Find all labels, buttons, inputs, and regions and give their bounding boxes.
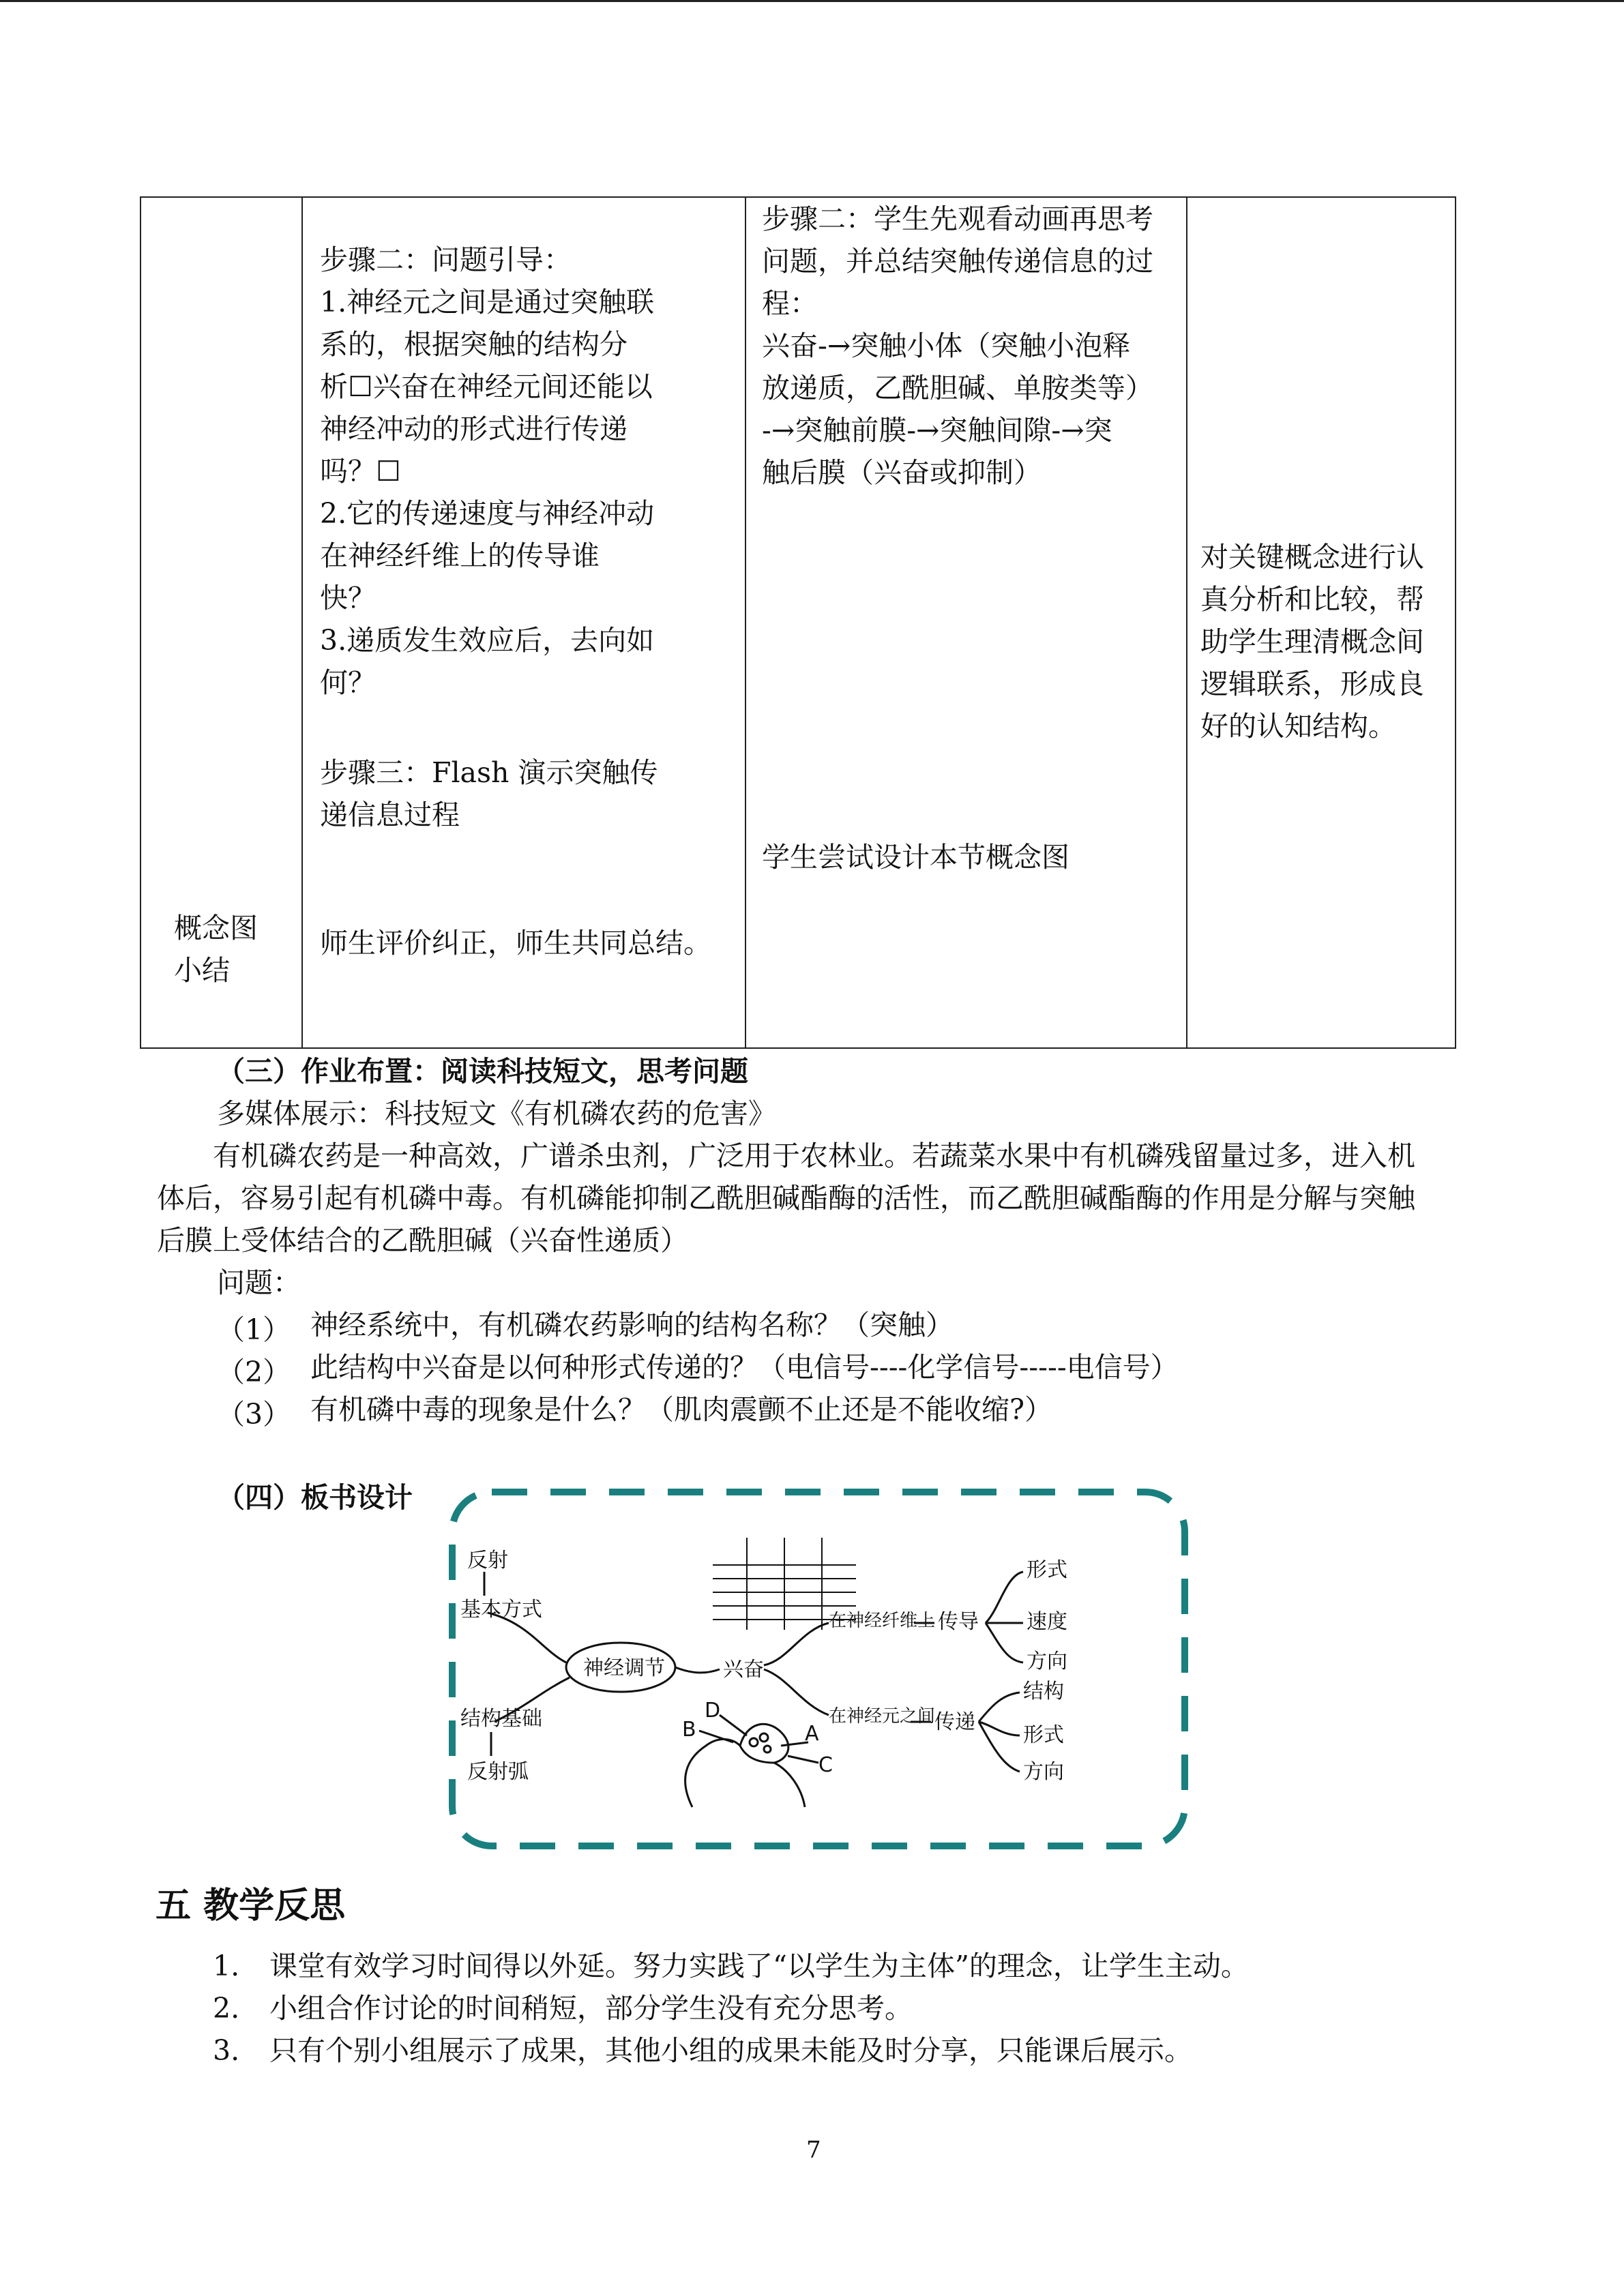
mindmap-structure-basis: 结构基础 <box>460 1707 542 1731</box>
question-3-text: 有机磷中毒的现象是什么？（肌肉震颤不止还是不能收缩?） <box>310 1393 1052 1426</box>
question-1-text: 神经系统中，有机磷农药影响的结构名称？（突触） <box>310 1309 954 1341</box>
question-3-number: （3） <box>217 1398 291 1431</box>
homework-title: （三）作业布置：阅读科技短文，思考问题 <box>217 1055 748 1088</box>
questions-label: 问题： <box>217 1266 301 1299</box>
col4-design-intent: 对关键概念进行认 真分析和比较，帮 助学生理清概念间 逻辑联系，形成良 好的认知结构。 <box>1200 541 1424 743</box>
homework-media: 多媒体展示：科技短文《有机磷农药的危害》 <box>217 1097 776 1130</box>
reflection-heading: 五 教学反思 <box>156 1885 346 1926</box>
synapse-vesicle-3 <box>764 1746 771 1753</box>
homework-para-line1: 有机磷农药是一种高效，广谱杀虫剂，广泛用于农林业。若蔬菜水果中有机磷残留量过多，进入机 <box>213 1139 1415 1172</box>
board-title: （四）板书设计 <box>217 1481 413 1514</box>
mindmap-label-c: C <box>818 1753 833 1777</box>
mindmap-direction2: 方向 <box>1023 1760 1064 1784</box>
mindmap-line-fiber <box>764 1623 829 1665</box>
mindmap-form: 形式 <box>1027 1558 1067 1582</box>
synapse-sketch <box>685 1724 805 1807</box>
mindmap-label-d: D <box>705 1699 721 1723</box>
mindmap-reflex: 反射 <box>467 1549 508 1572</box>
synapse-pointer-c <box>788 1756 818 1763</box>
page-top-border <box>0 0 1624 2</box>
mindmap-reflex-arc: 反射弧 <box>467 1760 529 1784</box>
reflection-item-2-number: 2. <box>213 1992 240 2025</box>
synapse-pointer-d <box>720 1715 747 1735</box>
reflection-item-3-number: 3. <box>213 2034 240 2067</box>
mindmap-line-form <box>986 1572 1023 1623</box>
reflection-item-2-text: 小组合作讨论的时间稍短，部分学生没有充分思考。 <box>269 1992 913 2025</box>
mindmap-excitation: 兴奋 <box>723 1658 764 1682</box>
col3-attempt: 学生尝试设计本节概念图 <box>762 841 1069 874</box>
mindmap-line-direction <box>986 1623 1023 1663</box>
mindmap-line-neurons <box>764 1669 829 1715</box>
mindmap-structure: 结构 <box>1023 1680 1064 1703</box>
mindmap-basic-way: 基本方式 <box>460 1598 542 1622</box>
question-2-text: 此结构中兴奋是以何种形式传递的？（电信号----化学信号-----电信号） <box>310 1351 1179 1384</box>
reflection-item-3-text: 只有个别小组展示了成果，其他小组的成果未能及时分享，只能课后展示。 <box>269 2034 1192 2067</box>
synapse-vesicle-2 <box>760 1733 768 1742</box>
mindmap-conduction: 传导 <box>938 1610 979 1634</box>
table-divider-1 <box>301 198 303 1047</box>
mindmap-line-direction2 <box>979 1722 1020 1772</box>
col1-label-line1: 概念图 <box>174 912 258 944</box>
board-mindmap <box>447 1487 1190 1851</box>
col2-step3: 步骤三：Flash 演示突触传 递信息过程 <box>320 756 658 831</box>
mindmap-label-a: A <box>805 1722 819 1746</box>
homework-para-line2: 体后，容易引起有机磷中毒。有机磷能抑制乙酰胆碱酯酶的活性，而乙酰胆碱酯酶的作用是分解与突触 <box>157 1182 1415 1214</box>
mindmap-speed: 速度 <box>1027 1610 1067 1634</box>
mindmap-form2: 形式 <box>1023 1723 1064 1747</box>
lesson-table <box>140 196 1456 1049</box>
table-divider-3 <box>1186 198 1187 1047</box>
mindmap-line-structure2 <box>979 1693 1020 1722</box>
mindmap-transmission: 传递 <box>934 1710 975 1734</box>
mindmap-center: 神经调节 <box>583 1656 665 1680</box>
mindmap-line-excitation <box>675 1667 720 1673</box>
synapse-pointer-a <box>781 1742 808 1746</box>
mindmap-label-b: B <box>682 1718 696 1742</box>
homework-para-line3: 后膜上受体结合的乙酰胆碱（兴奋性递质） <box>157 1224 688 1257</box>
question-2-number: （2） <box>217 1356 291 1388</box>
col2-guide-questions: 步骤二：问题引导： 1.神经元之间是通过突触联 系的，根据突触的结构分 析☐兴奋在神经元间还能以 神经冲动的形式进行传递 吗？☐ 2.它的传递速度与神经冲动 在神经纤维上的传导谁 快？ 3.递质发生效应后，去向如 何？ <box>320 243 655 699</box>
mindmap-on-fiber: 在神经纤维上 <box>829 1611 936 1631</box>
question-1-number: （1） <box>217 1313 291 1346</box>
mindmap-between-neurons: 在神经元之间 <box>829 1706 936 1727</box>
reflection-item-1-text: 课堂有效学习时间得以外延。努力实践了“以学生为主体”的理念，让学生主动。 <box>269 1950 1249 1982</box>
mindmap-direction: 方向 <box>1027 1650 1067 1673</box>
col2-summary: 师生评价纠正，师生共同总结。 <box>320 927 711 959</box>
col1-label-line2: 小结 <box>174 954 230 987</box>
page-number: 7 <box>806 2136 821 2164</box>
synapse-vesicle-1 <box>750 1738 758 1746</box>
reflection-item-1-number: 1. <box>213 1950 240 1982</box>
table-divider-2 <box>745 198 746 1047</box>
col3-student-activity: 步骤二：学生先观看动画再思考 问题，并总结突触传递信息的过 程： 兴奋-→突触小体（突触小泡释 放递质，乙酰胆碱、单胺类等） -→突触前膜-→突触间隙-→突 触后膜（兴奋或抑制） <box>762 203 1153 489</box>
